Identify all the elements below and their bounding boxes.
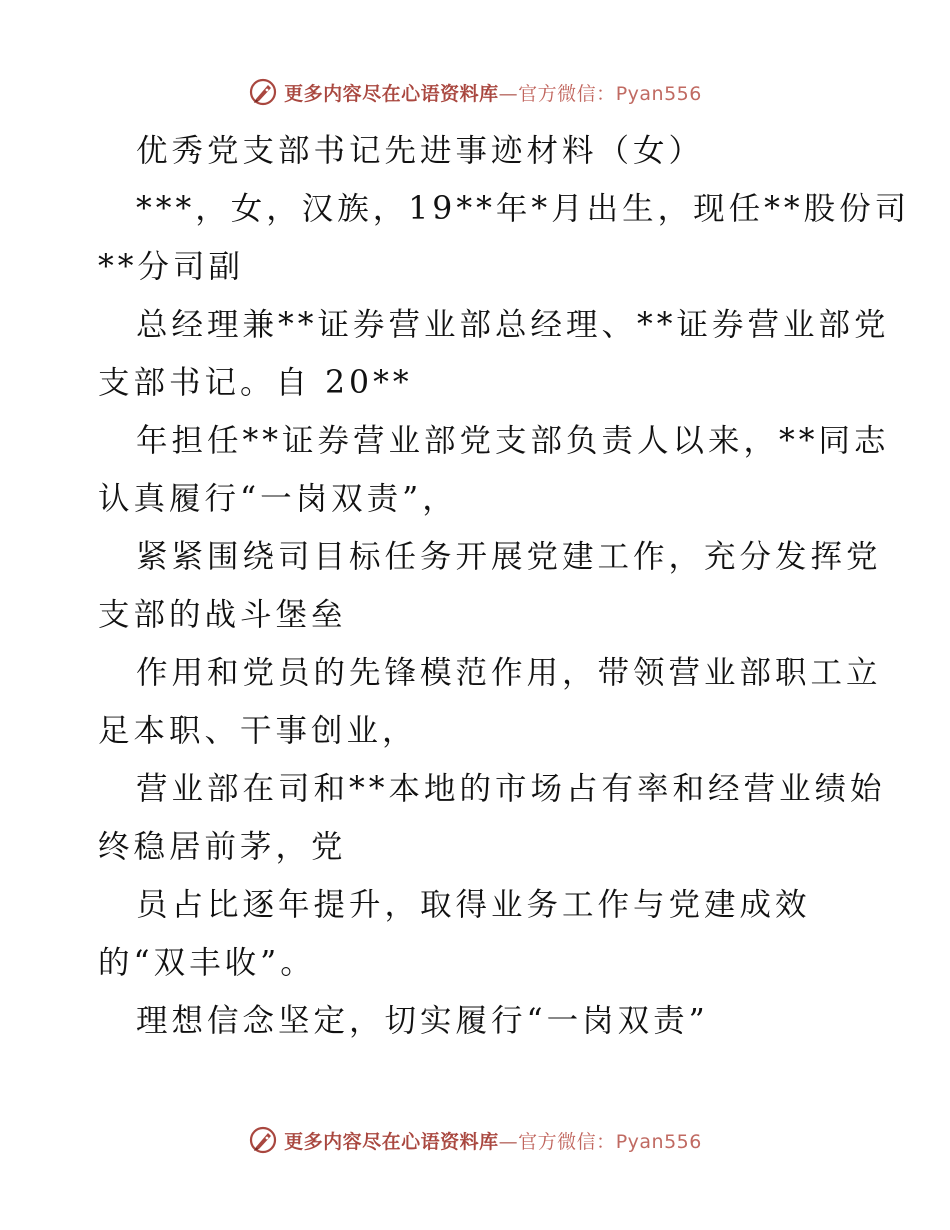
banner-wechat-id: Pyan556 — [615, 82, 702, 105]
paragraph-line: 终稳居前茅，党 — [98, 829, 347, 865]
paragraph-line: 认真履行“一岗双责”， — [98, 481, 458, 517]
paragraph-line: ***，女，汉族，19**年*月出生，现任**股份司 — [136, 191, 911, 227]
paragraph-line: 作用和党员的先锋模范作用，带领营业部职工立 — [136, 655, 882, 691]
section-heading: 理想信念坚定，切实履行“一岗双责” — [136, 1003, 709, 1039]
paragraph-line: 年担任**证券营业部党支部负责人以来，**同志 — [136, 423, 890, 459]
banner-sub-text: 官方微信： — [518, 82, 616, 105]
banner-text — [284, 79, 702, 106]
header-banner — [0, 72, 950, 112]
paragraph-line: 支部书记。自 20** — [98, 365, 413, 401]
paragraph-line: 支部的战斗堡垒 — [98, 597, 347, 633]
banner-separator: — — [498, 1130, 519, 1153]
paragraph-line: 营业部在司和**本地的市场占有率和经营业绩始 — [136, 771, 886, 807]
banner-main-text: 更多内容尽在心语资料库 — [284, 82, 499, 105]
pen-nib-logo-icon — [248, 1125, 278, 1155]
banner-separator: — — [498, 82, 519, 105]
paragraph-line: 紧紧围绕司目标任务开展党建工作，充分发挥党 — [136, 539, 882, 575]
paragraph-line: 足本职、干事创业， — [98, 713, 418, 749]
banner-sub-text: 官方微信： — [518, 1130, 616, 1153]
banner-main-text: 更多内容尽在心语资料库 — [284, 1130, 499, 1153]
footer-banner — [0, 1120, 950, 1160]
paragraph-line: 的“双丰收”。 — [98, 945, 316, 981]
banner-text — [284, 1127, 702, 1154]
pen-nib-logo-icon — [248, 77, 278, 107]
document-body — [98, 122, 911, 1050]
paragraph-line: **分司副 — [98, 249, 245, 285]
banner-wechat-id: Pyan556 — [615, 1130, 702, 1153]
paragraph-line: 总经理兼**证券营业部总经理、**证券营业部党 — [136, 307, 890, 343]
document-title: 优秀党支部书记先进事迹材料（女） — [136, 133, 705, 169]
paragraph-line: 员占比逐年提升，取得业务工作与党建成效 — [136, 887, 811, 923]
